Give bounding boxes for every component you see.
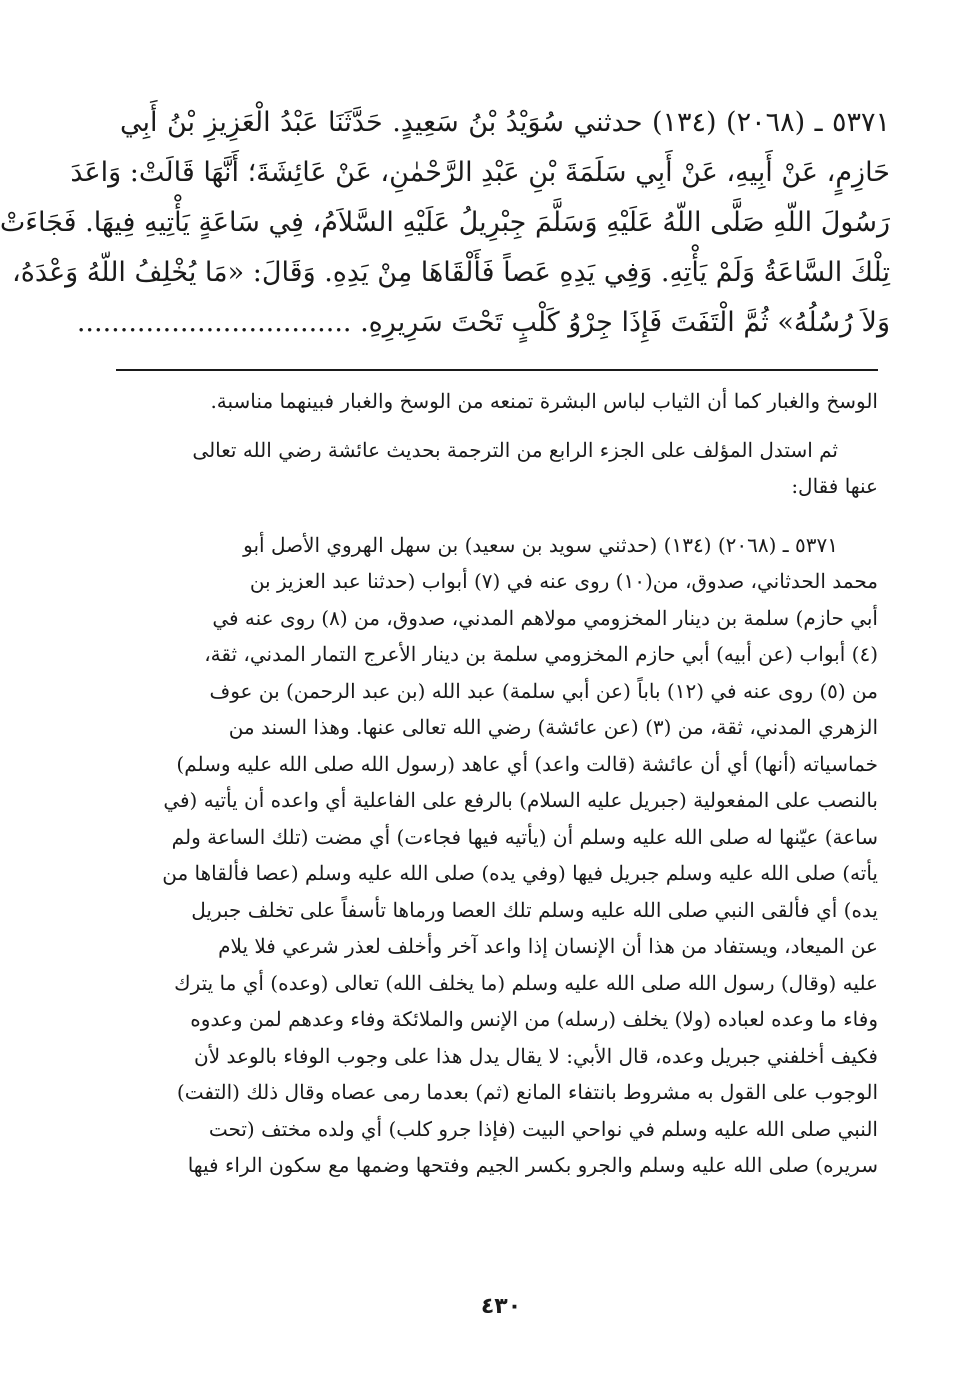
hadith-text: [0, 98, 891, 348]
commentary-line: بالنصب على المفعولية (جبريل عليه السلام) بالرفع على الفاعلية أي واعده أن يأتيه (في: [163, 788, 878, 812]
commentary-line: يأته) صلى الله عليه وسلم جبريل فيها (وفي يده) صلى الله عليه وسلم (عصا فألقاها من: [162, 861, 878, 885]
commentary-line: خماسياته (أنها) أي أن عائشة (قالت واعد) أي عاهد (رسول الله صلى الله عليه وسلم): [176, 751, 878, 776]
page-number: ٤٣٠: [480, 1294, 522, 1319]
commentary-line: أبي حازم) سلمة بن دينار المخزومي مولاهم المدني، صدوق، من (٨) روى عنه في: [212, 605, 878, 630]
commentary-line: عليه (وقال) رسول الله صلى الله عليه وسلم (ما يخلف الله) تعالى (وعده) أي ما يترك: [174, 970, 878, 995]
commentary-line: يده) أي فألقى النبي صلى الله عليه وسلم تلك العصا ورماها تأسفاً على تخلف جبريل: [191, 897, 878, 922]
commentary-text: [116, 383, 878, 1184]
paragraph-gap: [116, 505, 878, 527]
commentary-line: وفاء ما وعده لعباده (ولا) يخلف (رسله) من الإنس والملائكة وفاء وعدهم لمن وعدوه: [190, 1007, 878, 1031]
paragraph-gap: [116, 420, 878, 432]
hadith-line: ٥٣٧١ ـ (٢٠٦٨) (١٣٤) حدثني سُوَيْدُ بْنُ سَعِيدٍ. حَدَّثَنَا عَبْدُ الْعَزِيزِ بْنُ أَبِي: [120, 107, 891, 138]
hadith-line: وَلاَ رُسُلُهُ» ثُمَّ الْتَفَتَ فَإِذَا جِرْوُ كَلْبٍ تَحْتَ سَرِيرِهِ. ................................: [76, 307, 890, 338]
commentary-line: ٥٣٧١ ـ (٢٠٦٨) (١٣٤) (حدثني سويد بن سعيد) بن سهل الهروي الأصل أبو: [243, 532, 838, 557]
commentary-line: من (٥) روى عنه في (١٢) باباً (عن أبي سلمة) عبد الله (بن عبد الرحمن) بن عوف: [209, 678, 878, 703]
commentary-line: عن الميعاد، ويستفاد من هذا أن الإنسان إذا واعد آخر وأخلف لعذر شرعي فلا يلام: [218, 934, 878, 958]
section-divider: [116, 369, 878, 371]
commentary-line: ثم استدل المؤلف على الجزء الرابع من الترجمة بحديث عائشة رضي الله تعالى: [192, 437, 838, 462]
commentary-line: الوسخ والغبار كما أن الثياب لباس البشرة تمنعه من الوسخ والغبار فبينهما مناسبة.: [210, 389, 878, 413]
commentary-line: الزهري المدني، ثقة، من (٣) (عن عائشة) رضي الله تعالى عنها. وهذا السند من: [228, 715, 878, 739]
commentary-line: النبي صلى الله عليه وسلم في نواحي البيت (فإذا جرو كلب) أي ولده مختف (تحت: [208, 1116, 878, 1141]
commentary-line: (٤) أبواب (عن أبيه) أبي حازم المخزومي سلمة بن دينار الأعرج التمار المدني، ثقة،: [204, 642, 878, 666]
commentary-line: سريره) صلى الله عليه وسلم والجرو بكسر الجيم وفتحها وضمها مع سكون الراء فيها: [187, 1153, 878, 1177]
commentary-line: ساعة) عيّنها له صلى الله عليه وسلم أن (يأتيه فيها فجاءت) أي مضت (تلك الساعة ولم: [171, 824, 878, 849]
commentary-line: عنها فقال:: [791, 474, 878, 498]
commentary-line: فكيف أخلفني جبريل وعده، قال الأبي: لا يقال يدل هذا على وجوب الوفاء بالوعد لأن: [194, 1043, 878, 1068]
commentary-line: الوجوب على القول به مشروط بانتفاء المانع (ثم) بعدما رمى عصاه وقال ذلك (التفت): [176, 1080, 878, 1104]
hadith-line: رَسُولَ اللّهِ صَلَّى اللّهُ عَلَيْهِ وَسَلَّمَ جِبْرِيلُ عَلَيْهِ السَّلاَمُ، فِي سَاعَةٍ يَأْتِيهِ فِيهَا. فَجَاءَتْ: [0, 207, 890, 238]
hadith-line: تِلْكَ السَّاعَةُ وَلَمْ يَأْتِهِ. وَفِي يَدِهِ عَصاً فَأَلْقَاهَا مِنْ يَدِهِ. وَقَالَ: «مَا يُخْلِفُ اللّهُ وَعْدَهُ،: [12, 257, 890, 288]
commentary-line: محمد الحدثاني، صدوق، من(١٠) روى عنه في (٧) أبواب (حدثنا عبد العزيز بن: [249, 569, 878, 593]
hadith-line: حَازِمٍ، عَنْ أَبِيهِ، عَنْ أَبِي سَلَمَةَ بْنِ عَبْدِ الرَّحْمٰنِ، عَنْ عَائِشَةَ؛ أَنَّهَا قَالَتْ: وَاعَدَ: [70, 157, 890, 188]
